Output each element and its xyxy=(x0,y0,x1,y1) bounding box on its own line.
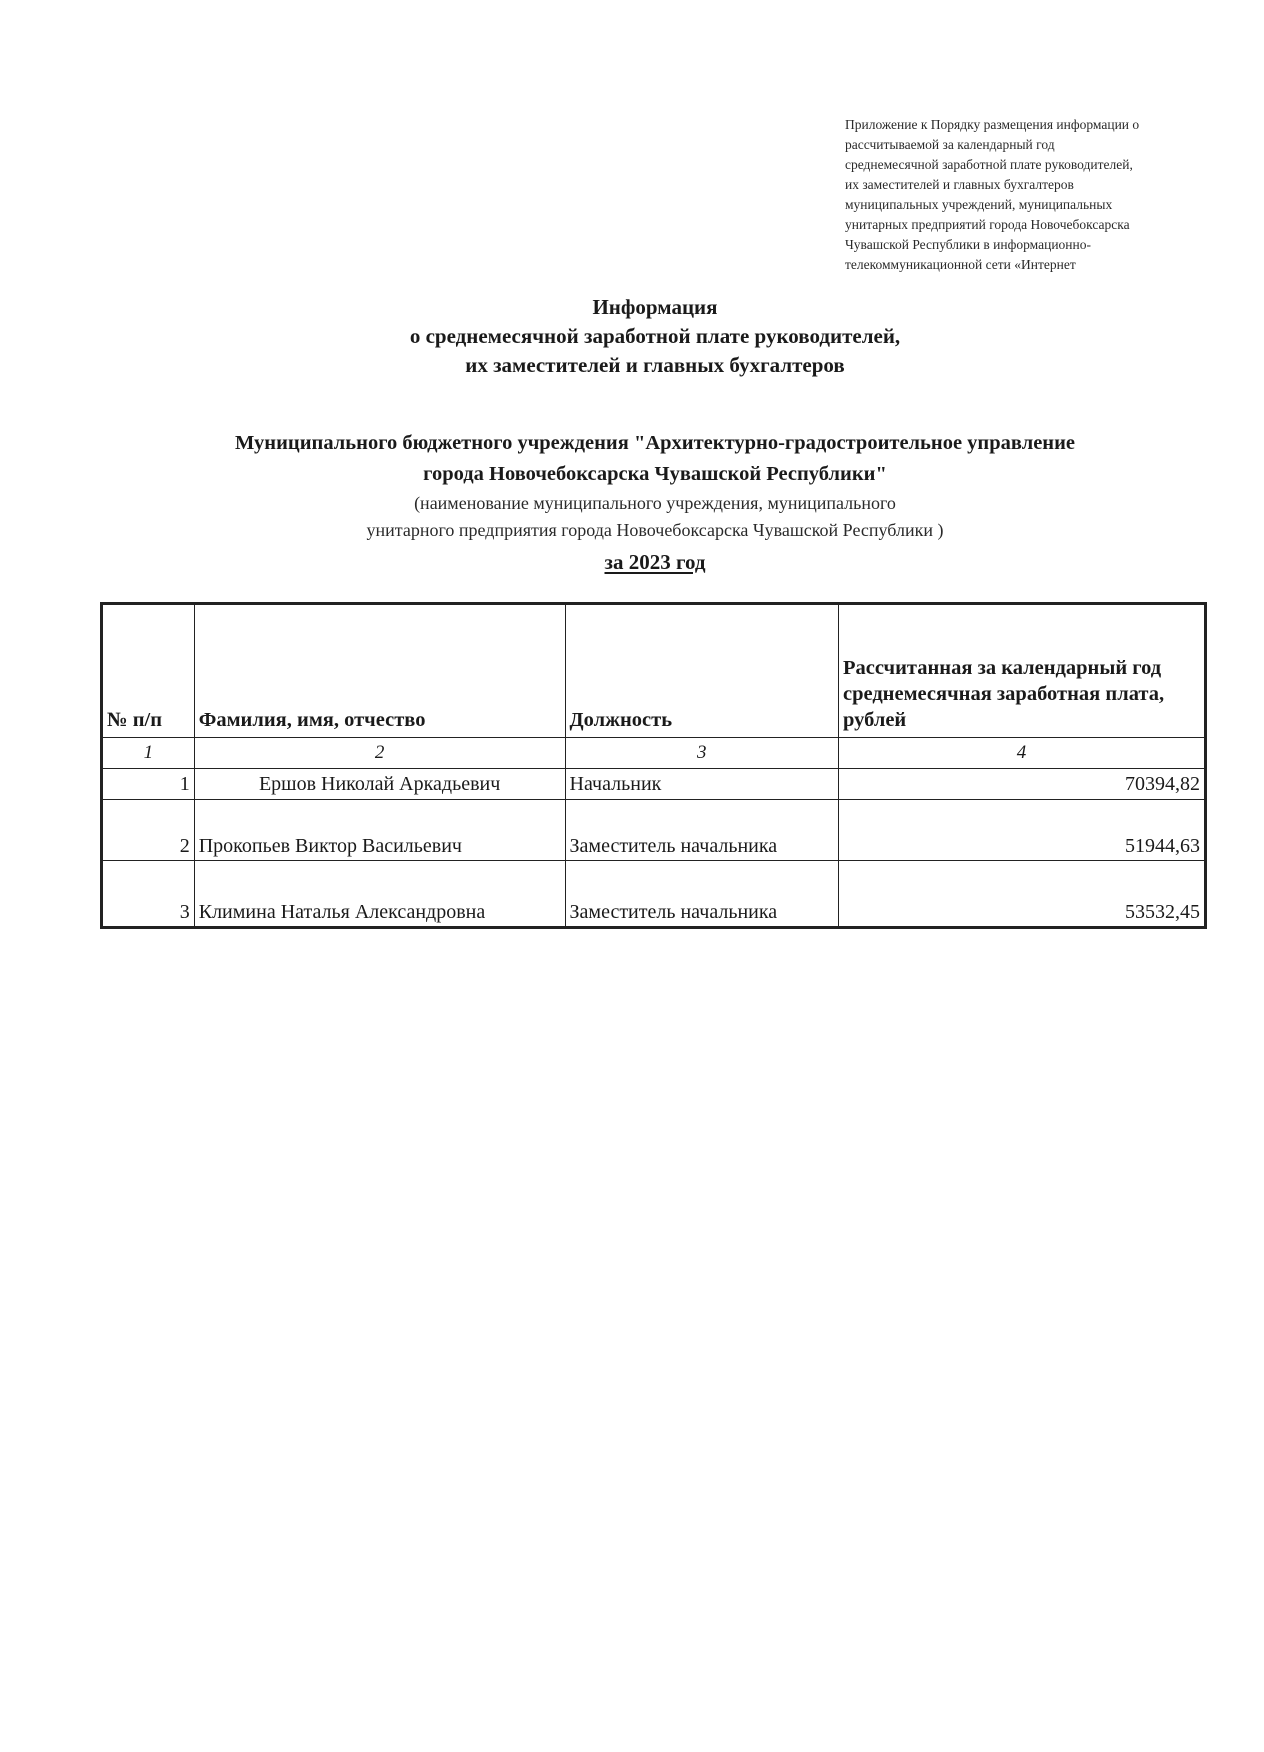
appendix-line: телекоммуникационной сети «Интернет xyxy=(845,257,1076,272)
row-number: 3 xyxy=(102,861,195,928)
row-full-name: Ершов Николай Аркадьевич xyxy=(194,769,565,800)
period-label: за 2023 год xyxy=(604,550,706,574)
row-salary: 51944,63 xyxy=(838,800,1205,861)
row-salary: 53532,45 xyxy=(838,861,1205,928)
appendix-line: среднемесячной заработной плате руководителей, xyxy=(845,157,1133,172)
row-number: 1 xyxy=(102,769,195,800)
table-row xyxy=(102,800,1206,861)
row-position: Заместитель начальника xyxy=(565,800,838,861)
column-number: 4 xyxy=(838,738,1205,769)
organization-name xyxy=(0,428,1264,490)
table-row xyxy=(102,769,1206,800)
table-row xyxy=(102,861,1206,928)
row-full-name: Климина Наталья Александровна xyxy=(194,861,565,928)
header-position: Должность xyxy=(565,604,838,738)
column-number: 2 xyxy=(194,738,565,769)
title-line: их заместителей и главных бухгалтеров xyxy=(465,353,845,377)
appendix-line: муниципальных учреждений, муниципальных xyxy=(845,197,1113,212)
column-number: 1 xyxy=(102,738,195,769)
row-number: 2 xyxy=(102,800,195,861)
header-full-name: Фамилия, имя, отчество xyxy=(194,604,565,738)
title-line: о среднемесячной заработной плате руководителей, xyxy=(409,324,901,348)
column-number-row xyxy=(102,738,1206,769)
appendix-line: Приложение к Порядку размещения информации о xyxy=(845,117,1140,132)
column-number: 3 xyxy=(565,738,838,769)
row-full-name: Прокопьев Виктор Васильевич xyxy=(194,800,565,861)
header-salary: Рассчитанная за календарный год среднемесячная заработная плата, рублей xyxy=(838,604,1205,738)
caption-line: унитарного предприятия города Новочебоксарска Чувашской Республики ) xyxy=(366,520,944,540)
organization-line: города Новочебоксарска Чувашской Республики" xyxy=(423,463,887,485)
appendix-line: рассчитываемой за календарный год xyxy=(845,137,1055,152)
report-period xyxy=(0,548,1264,576)
header-number: № п/п xyxy=(102,604,195,738)
row-position: Начальник xyxy=(565,769,838,800)
title-line: Информация xyxy=(592,295,718,319)
organization-line: Муниципального бюджетного учреждения "Архитектурно-градостроительное управление xyxy=(234,432,1076,454)
table-header-row xyxy=(102,604,1206,738)
caption-line: (наименование муниципального учреждения, муниципального xyxy=(414,493,896,513)
appendix-line: унитарных предприятий города Новочебоксарска xyxy=(845,217,1130,232)
appendix-note xyxy=(845,115,1205,275)
organization-caption xyxy=(0,490,1264,544)
appendix-line: их заместителей и главных бухгалтеров xyxy=(845,177,1074,192)
salary-table xyxy=(100,602,1207,929)
document-title xyxy=(0,293,1264,380)
row-salary: 70394,82 xyxy=(838,769,1205,800)
appendix-line: Чувашской Республики в информационно- xyxy=(845,237,1091,252)
row-position: Заместитель начальника xyxy=(565,861,838,928)
